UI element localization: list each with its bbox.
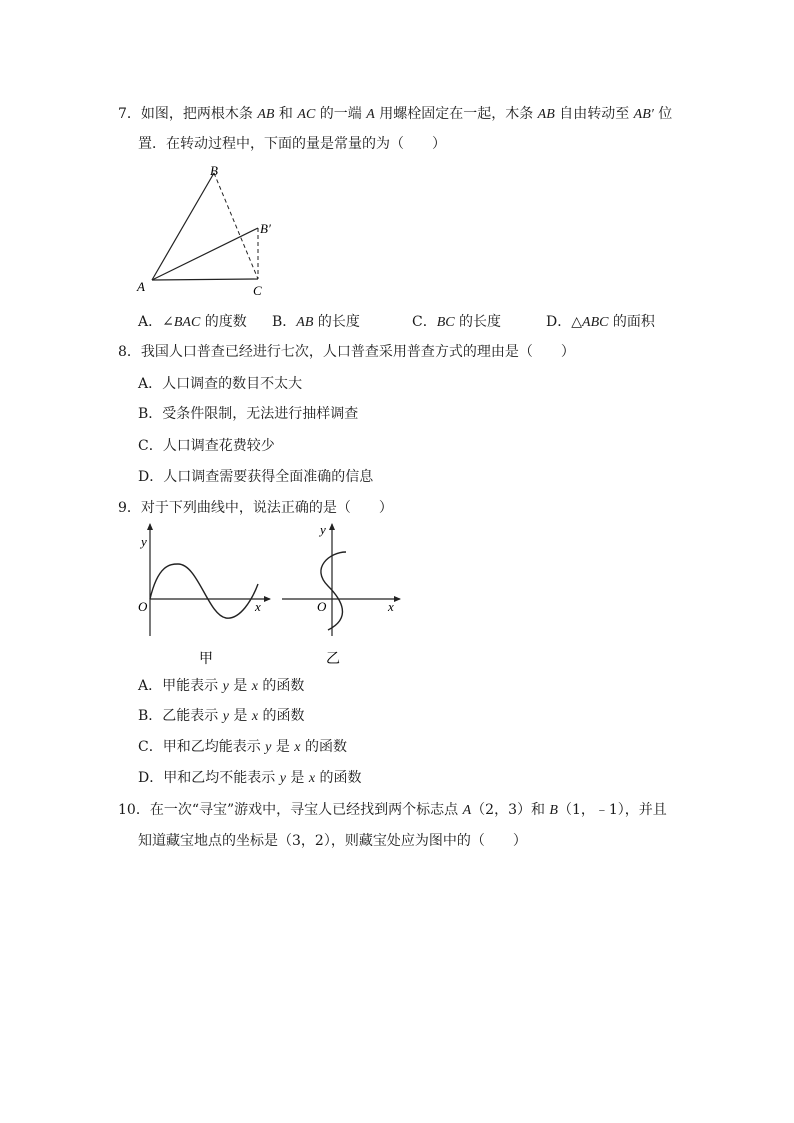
- q8-option-a: A．人口调查的数目不太大: [138, 376, 303, 392]
- q8-option-b: B．受条件限制，无法进行抽样调查: [138, 406, 359, 422]
- segment-ab-prime: [152, 228, 258, 280]
- fig1-label-origin: O: [138, 599, 148, 614]
- question-9-stem: 9．对于下列曲线中，说法正确的是（ ）: [118, 500, 393, 516]
- figure-triangle-rotation: [130, 160, 290, 300]
- fig2-caption: 乙: [326, 652, 340, 667]
- label-c: C: [253, 283, 262, 298]
- q7-option-c: C．BC 的长度: [412, 314, 502, 330]
- q9-option-b: B．乙能表示 y 是 x 的函数: [138, 708, 305, 724]
- fig1-label-x: x: [255, 599, 261, 614]
- figure-curves: [130, 520, 410, 670]
- q8-option-c: C．人口调查花费较少: [138, 438, 275, 454]
- fig2-label-y: y: [320, 522, 326, 537]
- q7-option-d: D．△ABC 的面积: [546, 314, 655, 330]
- label-b: B: [210, 163, 218, 178]
- question-7-line-2: 置．在转动过程中，下面的量是常量的为（ ）: [138, 136, 446, 152]
- question-10-line-2: 知道藏宝地点的坐标是（3，2），则藏宝处应为图中的（ ）: [138, 833, 527, 849]
- label-a: A: [137, 279, 145, 294]
- question-number: 8．: [118, 344, 141, 360]
- question-7-line-1: 7．如图，把两根木条 AB 和 AC 的一端 A 用螺栓固定在一起，木条 AB 自由转动至 AB′ 位: [118, 106, 673, 122]
- fig2-label-x: x: [388, 599, 394, 614]
- q8-option-d: D．人口调查需要获得全面准确的信息: [138, 469, 374, 485]
- fig1-label-y: y: [141, 534, 147, 549]
- q7-option-a: A．∠BAC 的度数: [138, 314, 247, 330]
- label-b-prime: B′: [260, 221, 271, 236]
- segment-ab: [152, 173, 214, 280]
- segment-ac: [152, 279, 258, 280]
- q9-option-c: C．甲和乙均能表示 y 是 x 的函数: [138, 739, 347, 755]
- question-number: 7．: [118, 106, 141, 122]
- question-8-stem: 8．我国人口普查已经进行七次，人口普查采用普查方式的理由是（ ）: [118, 344, 575, 360]
- fig1-wave-curve: [150, 564, 258, 618]
- question-10-line-1: 10．在一次“寻宝”游戏中，寻宝人已经找到两个标志点 A（2，3）和 B（1，﹣1），并且: [118, 802, 667, 818]
- q9-option-a: A．甲能表示 y 是 x 的函数: [138, 678, 305, 694]
- dashed-bc: [214, 173, 258, 279]
- question-number: 9．: [118, 500, 141, 516]
- question-number: 10．: [118, 802, 150, 818]
- q9-option-d: D．甲和乙均不能表示 y 是 x 的函数: [138, 770, 362, 786]
- q7-option-b: B．AB 的长度: [272, 314, 360, 330]
- fig1-caption: 甲: [199, 652, 213, 667]
- fig2-label-origin: O: [317, 599, 327, 614]
- fig2-s-curve: [321, 552, 346, 630]
